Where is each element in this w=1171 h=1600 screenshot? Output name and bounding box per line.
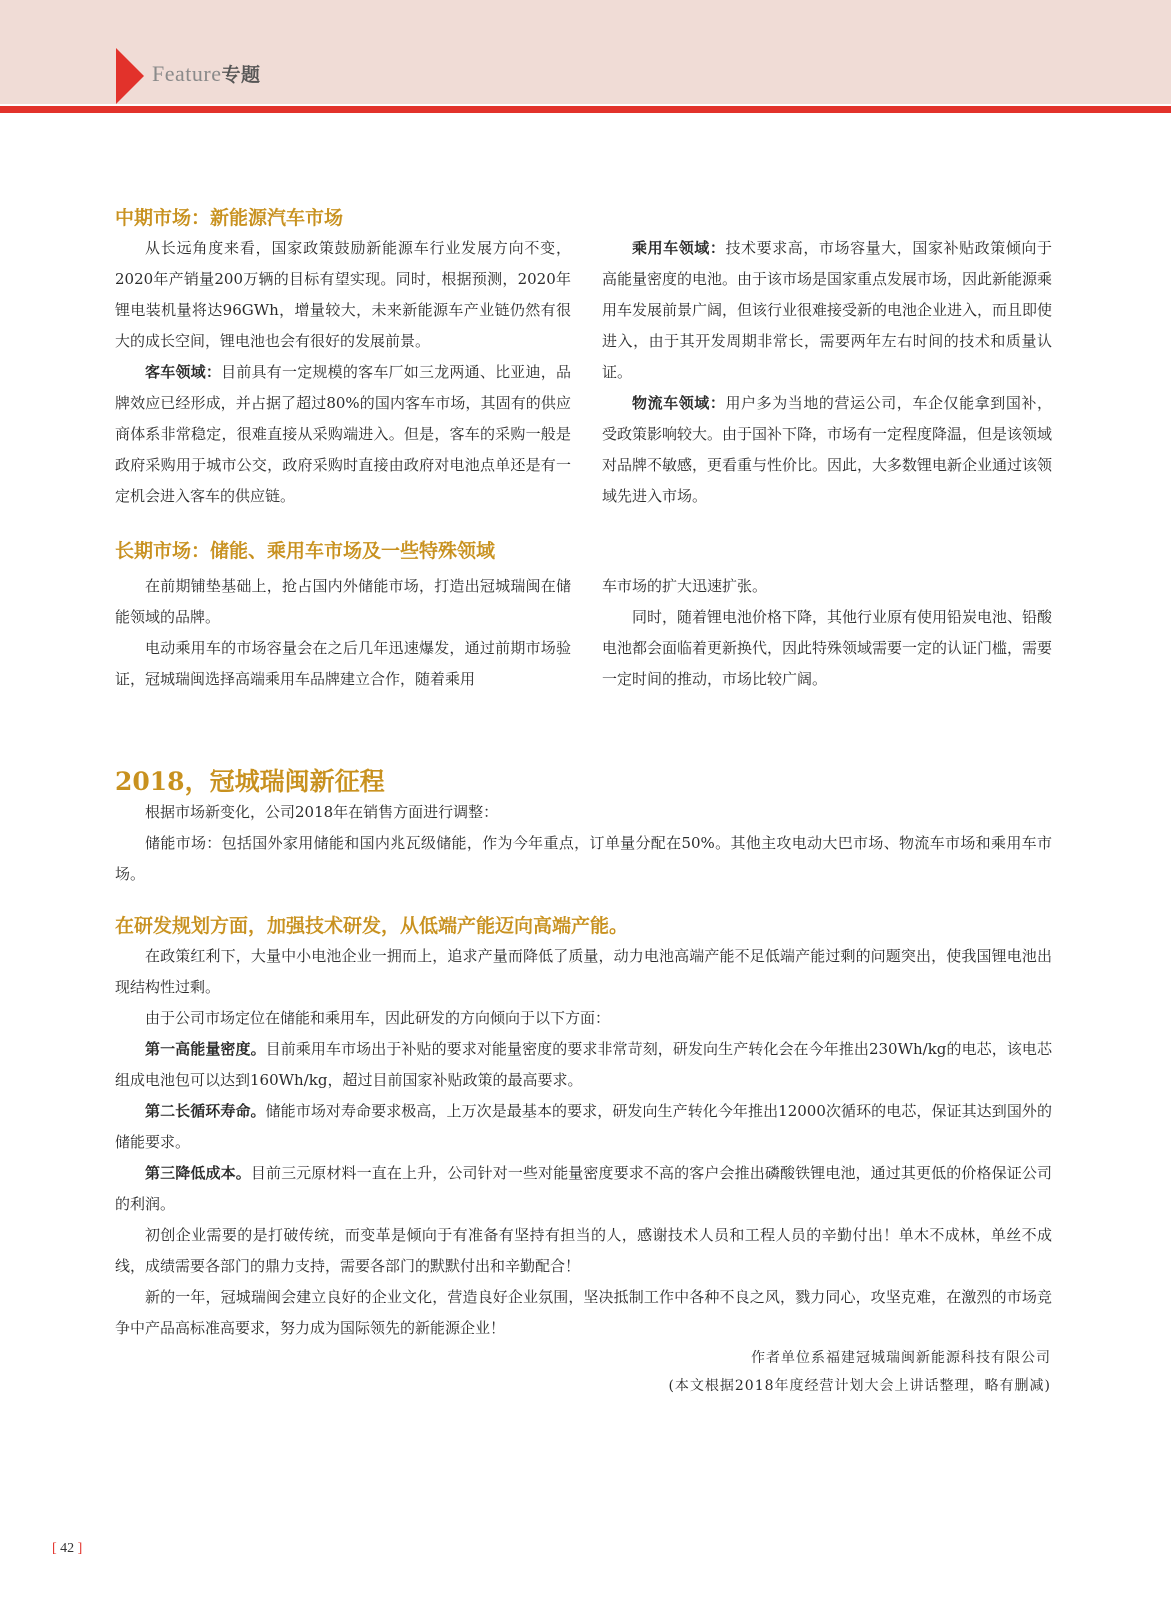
paragraph: 在政策红利下，大量中小电池企业一拥而上，追求产量而降低了质量，动力电池高端产能不足低端产能过剩的问题突出，使我国锂电池出现结构性过剩。 [115,947,1052,996]
label-bus: 客车领域： [145,363,222,381]
heading-rd-planning: 在研发规划方面，加强技术研发，从低端产能迈向高端产能。 [115,915,629,937]
section2-left-column [115,571,571,695]
section1-left-column [115,233,571,512]
feature-en: Feature [152,61,222,86]
paragraph: 第一高能量密度。目前乘用车市场出于补贴的要求对能量密度的要求非常苛刻，研发向生产转化会在今年推出230Wh/kg的电芯，该电芯组成电池包可以达到160Wh/kg，超过目前国家补贴政策的最高要求。 [115,1040,1052,1089]
header-red-rule [0,106,1171,113]
label-third: 第三降低成本。 [145,1164,251,1182]
heading-long-term-market: 长期市场：储能、乘用车市场及一些特殊领域 [115,540,496,562]
paragraph: 由于公司市场定位在储能和乘用车，因此研发的方向倾向于以下方面： [145,1009,611,1027]
section3-body [115,797,1052,890]
paragraph: 初创企业需要的是打破传统，而变革是倾向于有准备有坚持有担当的人，感谢技术人员和工程人员的辛勤付出！单木不成林，单丝不成线，成绩需要各部门的鼎力支持，需要各部门的默默付出和辛勤配合！ [115,1226,1052,1275]
author-affiliation: 作者单位系福建冠城瑞闽新能源科技有限公司 [751,1350,1051,1366]
section-label [152,60,260,87]
author-note [668,1344,1051,1400]
paragraph: 储能市场：包括国外家用储能和国内兆瓦级储能，作为今年重点，订单量分配在50%。其他主攻电动大巴市场、物流车市场和乘用车市场。 [115,834,1052,883]
section2-right-column [602,571,1052,695]
paragraph: 客车领域：目前具有一定规模的客车厂如三龙两通、比亚迪，品牌效应已经形成，并占据了超过80%的国内客车市场，其固有的供应商体系非常稳定，很难直接从采购端进入。但是，客车的采购一般是政府采购用于城市公交，政府采购时直接由政府对电池点单还是有一定机会进入客车的供应链。 [115,363,571,505]
label-second: 第二长循环寿命。 [145,1102,266,1120]
label-logistics: 物流车领域： [632,394,726,412]
section1-right-column [602,233,1052,512]
label-first: 第一高能量密度。 [145,1040,266,1058]
heading-mid-term-market: 中期市场：新能源汽车市场 [115,207,344,229]
paragraph: 根据市场新变化，公司2018年在销售方面进行调整： [145,803,499,821]
label-passenger-car: 乘用车领域： [632,239,726,257]
editor-note: (本文根据2018年度经营计划大会上讲话整理，略有删减) [668,1378,1051,1394]
paragraph: 新的一年，冠城瑞闽会建立良好的企业文化，营造良好企业氛围，坚决抵制工作中各种不良之风，戮力同心，攻坚克难，在激烈的市场竞争中产品高标准高要求，努力成为国际领先的新能源企业！ [115,1288,1052,1337]
paragraph: 同时，随着锂电池价格下降，其他行业原有使用铅炭电池、铅酸电池都会面临着更新换代，因此特殊领域需要一定的认证门槛，需要一定时间的推动，市场比较广阔。 [602,608,1053,688]
paragraph: 电动乘用车的市场容量会在之后几年迅速爆发，通过前期市场验证，冠城瑞闽选择高端乘用车品牌建立合作，随着乘用 [115,639,571,688]
paragraph: 从长远角度来看，国家政策鼓励新能源车行业发展方向不变，2020年产销量200万辆的目标有望实现。同时，根据预测，2020年锂电装机量将达96GWh，增量较大，未来新能源车产业链仍然有很大的成长空间，锂电池也会有很好的发展前景。 [115,239,571,350]
paragraph: 第三降低成本。目前三元原材料一直在上升，公司针对一些对能量密度要求不高的客户会推出磷酸铁锂电池，通过其更低的价格保证公司的利润。 [115,1164,1052,1213]
paragraph: 在前期铺垫基础上，抢占国内外储能市场，打造出冠城瑞闽在储能领域的品牌。 [115,577,571,626]
page-number: [ 42 ] [52,1541,83,1556]
feature-cn: 专题 [221,64,261,86]
header-triangle-icon [116,48,144,104]
header-band [0,0,1171,104]
paragraph: 物流车领域：用户多为当地的营运公司，车企仅能拿到国补，受政策影响较大。由于国补下降，市场有一定程度降温，但是该领域对品牌不敏感，更看重与性价比。因此，大多数锂电新企业通过该领域先进入市场。 [602,394,1053,505]
paragraph: 乘用车领域：技术要求高，市场容量大，国家补贴政策倾向于高能量密度的电池。由于该市场是国家重点发展市场，因此新能源乘用车发展前景广阔，但该行业很难接受新的电池企业进入，而且即使进入，由于其开发周期非常长，需要两年左右时间的技术和质量认证。 [602,239,1053,381]
heading-new-journey: 2018，冠城瑞闽新征程 [115,767,385,796]
paragraph: 第二长循环寿命。储能市场对寿命要求极高，上万次是最基本的要求，研发向生产转化今年推出12000次循环的电芯，保证其达到国外的储能要求。 [115,1102,1052,1151]
paragraph: 车市场的扩大迅速扩张。 [602,577,768,595]
section4-body [115,941,1052,1344]
